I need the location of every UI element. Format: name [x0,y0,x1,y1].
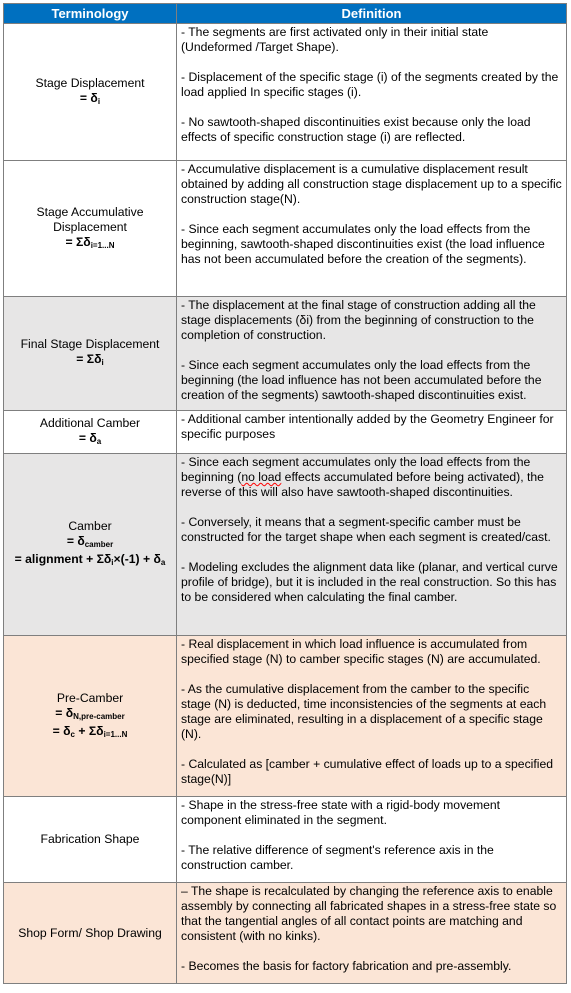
term-name: Additional Camber [39,415,141,430]
term-formula-expanded: = $\delta_c + \Sigma\delta_{i=1...N}$ [52,723,128,739]
term-name: Fabrication Shape [40,832,140,846]
definition-paragraph: - Since each segment accumulates only the load effects from the beginning (no load effects accumulated before being activated), the reverse of this will also have sawtooth-shaped discontinuities. [181,455,544,499]
definition-paragraph: - Calculated as [camber + cumulative effect of loads up to a specified stage(N)] [181,757,554,786]
definition-paragraph: - As the cumulative displacement from the camber to the specific stage (N) is deducted, time inconsistencies of the segments at each stage are eliminated, resulting in a displacement of a specific stage (N). [181,682,547,741]
table-row [4,454,567,636]
definition-paragraph: - Since each segment accumulates only the load effects from the beginning, sawtooth-shaped discontinuities exist (the load influence has not been accumulated before the creation of the segments). [181,222,545,266]
definition-paragraph: - Real displacement in which load influence is accumulated from specified stage (N) to camber specific stages (N) are accumulated. [181,637,541,666]
definition-cell [177,636,567,797]
definition-cell [177,454,567,636]
term-cell [4,636,177,797]
term-name: Shop Form/ Shop Drawing [18,925,162,940]
term-formula: = $\delta_a$ [78,430,102,446]
definition-paragraph: - Displacement of the specific stage (i) of the segments created by the load applied In specific stages (i). [181,70,559,99]
header-definition: Definition [177,4,567,24]
term-formula: = $\Sigma\delta_{i=1...N}$ [65,234,115,250]
term-name: Stage Displacement [35,75,145,90]
term-cell [4,454,177,636]
definition-cell [177,161,567,297]
definition-cell [177,883,567,984]
definition-paragraph: - Conversely, it means that a segment-specific camber must be constructed for the target shape when each segment is created/cast. [181,515,551,544]
term-cell [4,883,177,984]
term-formula-expanded: = alignment + $\Sigma\delta_i\times(-1) + \delta_a$ [14,552,166,567]
header-row [4,4,567,24]
term-formula: = $\delta_{N,pre-camber}$ [55,705,125,721]
table-row [4,297,567,411]
table-row [4,161,567,297]
term-cell [4,411,177,454]
term-cell [4,161,177,297]
definition-paragraph: - The segments are first activated only in their initial state (Undeformed /Target Shape). [181,25,489,54]
definition-cell [177,797,567,883]
definition-paragraph: - The relative difference of segment's reference axis in the construction camber. [181,843,494,872]
header-terminology: Terminology [4,4,177,24]
definition-paragraph: - The displacement at the final stage of construction adding all the stage displacements (δi) from the beginning of construction to the completion of construction. [181,298,536,342]
definition-paragraph: - Becomes the basis for factory fabrication and pre-assembly. [181,959,512,973]
definition-paragraph: - Modeling excludes the alignment data like (planar, and vertical curve profile of bridge), but it is included in the real construction. So this has to be considered when calculating the final camber. [181,560,558,604]
term-name: Camber [68,519,112,533]
definition-paragraph: - Since each segment accumulates only the load effects from the beginning (the load influence has not been accumulated before the creation of the segments) sawtooth-shaped discontinuities exist. [181,358,542,402]
definition-paragraph: – The shape is recalculated by changing the reference axis to enable assembly by connecting all fabricated shapes in a stress-free state so that the tangential angles of all contact points are matching and consistent (with no kinks). [181,884,557,943]
table-row [4,883,567,984]
term-cell [4,24,177,161]
definition-paragraph: - Additional camber intentionally added by the Geometry Engineer for specific purposes [181,412,554,441]
term-formula: = $\delta_i$ [79,90,101,106]
term-name: Final Stage Displacement [20,337,160,351]
table-row [4,797,567,883]
spellcheck-underline: no load [241,470,282,484]
definition-cell [177,411,567,454]
term-name: Stage Accumulative Displacement [36,204,144,234]
definition-cell [177,24,567,161]
definition-paragraph: - Accumulative displacement is a cumulative displacement result obtained by adding all construction stage displacement up to a specific construction stage(N). [181,162,562,206]
term-cell [4,797,177,883]
term-formula: = $\delta_{camber}$ [66,534,114,549]
term-formula: = $\Sigma\delta_i$ [76,352,104,367]
table-row [4,411,567,454]
definition-cell [177,297,567,411]
term-cell [4,297,177,411]
definition-paragraph: - Shape in the stress-free state with a rigid-body movement component eliminated in the segment. [181,798,501,827]
terminology-table [3,3,567,984]
table-row [4,636,567,797]
definition-paragraph: - No sawtooth-shaped discontinuities exist because only the load effects of specific construction stage (i) are reflected. [181,115,531,144]
term-name: Pre-Camber [56,690,124,705]
table-row [4,24,567,161]
